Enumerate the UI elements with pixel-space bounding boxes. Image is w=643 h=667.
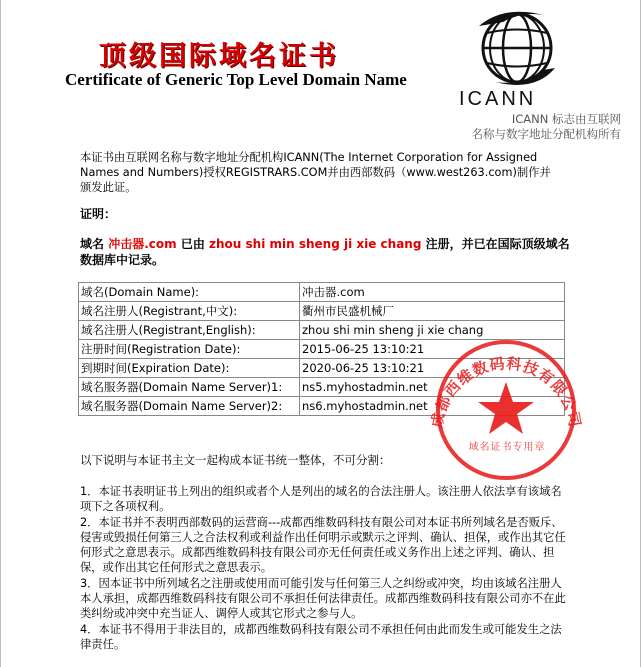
statement-prefix: 域名 [80, 237, 105, 251]
term-item-3: 3．因本证书中所列域名之注册或使用而可能引发与任何第三人之纠纷或冲突，均由该域名注册人本人承担，成都西维数码科技有限公司不承担任何法律责任。成都西维数码科技有限公司亦不在此类纠纷或冲突中充当证人、调停人或其它形式之参与人。 [80, 576, 566, 621]
table-value: ns5.myhostadmin.net [300, 378, 565, 397]
icann-globe-logo [465, 6, 575, 88]
term-item-1: 1．本证书表明证书上列出的组织或者个人是列出的域名的合法注册人。该注册人依法享有该域名项下之各项权利。 [80, 485, 562, 514]
domain-statement [80, 236, 570, 268]
official-seal [421, 332, 591, 482]
seal-org-text: 成都西维数码科技有限公司 [427, 354, 585, 430]
statement-domain: 冲击器.com [108, 237, 177, 251]
prove-label: 证明： [80, 207, 117, 221]
icann-wordmark: ICANN [459, 88, 537, 110]
seal-label: 域名证书专用章 [468, 442, 546, 453]
table-row [79, 302, 565, 321]
statement-registrant: zhou shi min sheng ji xie chang [209, 237, 422, 251]
table-value: 2015-06-25 13:10:21 [300, 340, 565, 359]
certificate-title-en: Certificate of Generic Top Level Domain Name [65, 70, 407, 89]
table-value: 衢州市民盛机械厂 [300, 302, 565, 321]
table-key: 域名服务器(Domain Name Server)1: [79, 378, 300, 397]
term-item-2: 2．本证书并不表明西部数码的运营商---成都西维数码科技有限公司对本证书所列域名是否贩斥、侵害或毁损任何第三人之合法权利或利益作出任何明示或默示之评判、确认、担保，或作出其它任何形式之意思表示。成都西维数码科技有限公司亦无任何责任或义务作出上述之评判、确认、担保，或作出其它任何形式之意思表示。 [80, 515, 566, 575]
terms-list [80, 484, 570, 652]
term-item-4: 4．本证书不得用于非法目的，成都西维数码科技有限公司不承担任何由此而发生或可能发生之法律责任。 [80, 622, 562, 651]
terms-intro: 以下说明与本证书主文一起构成本证书统一整体，不可分割： [80, 453, 391, 467]
table-value: ns6.myhostadmin.net [300, 397, 565, 416]
certificate-intro: 本证书由互联网名称与数字地址分配机构ICANN(The Internet Corporation for Assigned Names and Numbers)授权REGISTRARS.COM并由西部数码（www.west263.com)制作并颁发此证。 [80, 151, 551, 194]
table-row [79, 283, 565, 302]
statement-suffix: 注册，并已在国际顶级域名数据库中记录。 [80, 237, 570, 267]
statement-middle: 已由 [180, 237, 205, 251]
table-key: 域名(Domain Name): [79, 283, 300, 302]
icann-note-line-1: ICANN 标志由互联网 [511, 112, 621, 126]
seal-star-icon [478, 382, 534, 434]
table-key: 域名服务器(Domain Name Server)2: [79, 397, 300, 416]
table-key: 注册时间(Registration Date): [79, 340, 300, 359]
table-key: 域名注册人(Registrant,中文): [79, 302, 300, 321]
icann-globe-icon [479, 12, 555, 85]
table-key: 域名注册人(Registrant,English): [79, 321, 300, 340]
icann-note-line-2: 名称与数字地址分配机构所有 [471, 127, 621, 141]
icann-logo-note [471, 112, 621, 142]
table-key: 到期时间(Expiration Date): [79, 359, 300, 378]
table-value: zhou shi min sheng ji xie chang [300, 321, 565, 340]
table-value: 冲击器.com [300, 283, 565, 302]
table-value: 2020-06-25 13:10:21 [300, 359, 565, 378]
certificate-title-cn: 顶级国际域名证书 [99, 41, 339, 72]
